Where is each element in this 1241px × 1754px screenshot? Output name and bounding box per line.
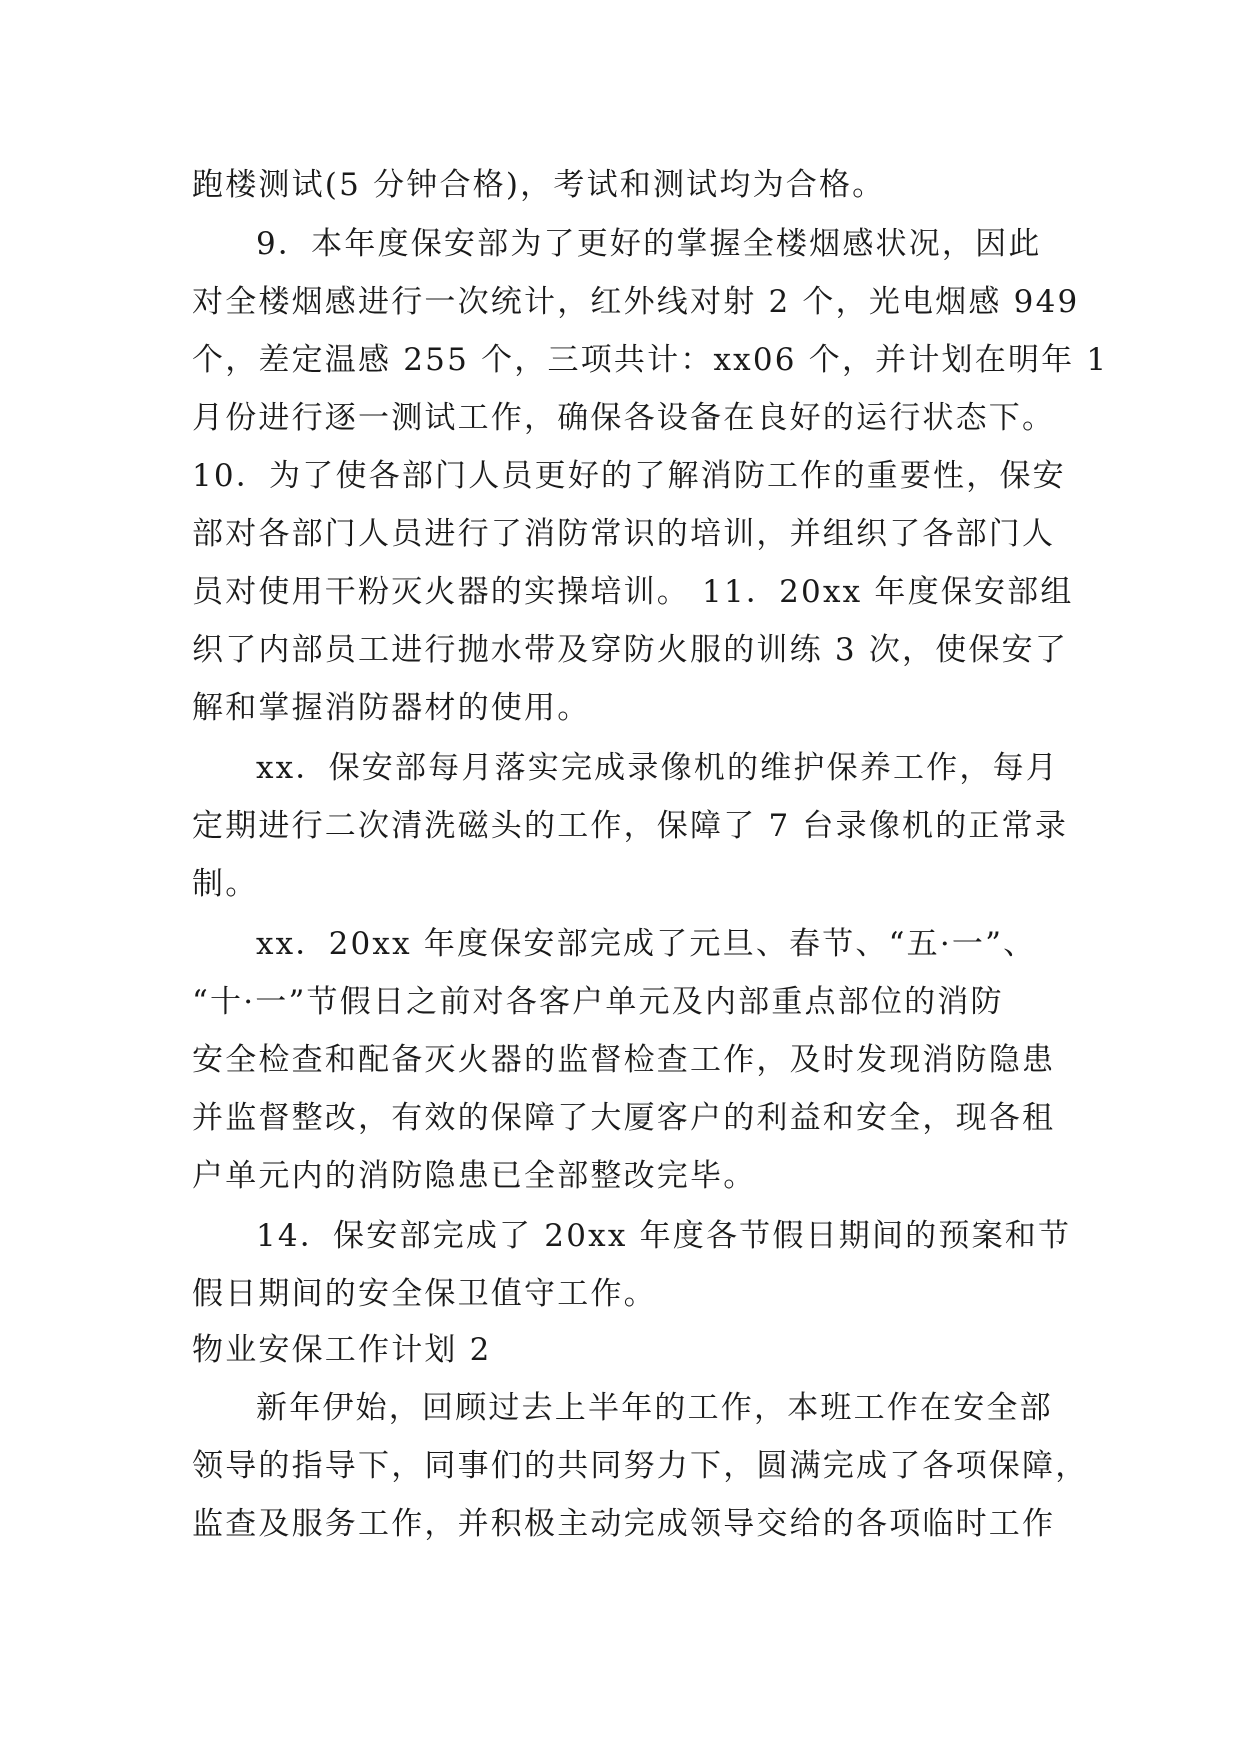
text-line: 监查及服务工作，并积极主动完成领导交给的各项临时工作 [192, 1506, 1056, 1542]
text-line: 户单元内的消防隐患已全部整改完毕。 [192, 1158, 757, 1194]
text-line: 部对各部门人员进行了消防常识的培训，并组织了各部门人 [192, 516, 1056, 552]
text-line: 新年伊始，回顾过去上半年的工作，本班工作在安全部 [256, 1390, 1053, 1426]
text-line: 定期进行二次清洗磁头的工作，保障了 7 台录像机的正常录 [192, 808, 1069, 844]
text-line: 员对使用干粉灭火器的实操培训。 11．20xx 年度保安部组 [192, 574, 1074, 610]
text-line: 安全检查和配备灭火器的监督检查工作，及时发现消防隐患 [192, 1042, 1056, 1078]
text-line: 跑楼测试(5 分钟合格)，考试和测试均为合格。 [192, 167, 886, 203]
text-line: 14．保安部完成了 20xx 年度各节假日期间的预案和节 [256, 1218, 1072, 1254]
text-line: 月份进行逐一测试工作，确保各设备在良好的运行状态下。 [192, 400, 1056, 436]
text-line: 9．本年度保安部为了更好的掌握全楼烟感状况，因此 [256, 226, 1042, 262]
text-line: 解和掌握消防器材的使用。 [192, 690, 591, 726]
text-line: 领导的指导下，同事们的共同努力下，圆满完成了各项保障， [192, 1448, 1089, 1484]
text-line: 织了内部员工进行抛水带及穿防火服的训练 3 次，使保安了 [192, 632, 1069, 668]
text-line: 10．为了使各部门人员更好的了解消防工作的重要性，保安 [192, 458, 1066, 494]
text-line: xx．20xx 年度保安部完成了元旦、春节、“五·一”、 [256, 926, 1037, 962]
text-line: xx．保安部每月落实完成录像机的维护保养工作，每月 [256, 750, 1059, 786]
text-line: 对全楼烟感进行一次统计，红外线对射 2 个，光电烟感 949 [192, 284, 1080, 320]
text-line: 假日期间的安全保卫值守工作。 [192, 1276, 657, 1312]
text-line: “十·一”节假日之前对各客户单元及内部重点部位的消防 [192, 984, 1004, 1020]
text-line: 制。 [192, 866, 259, 902]
section-heading: 物业安保工作计划 2 [192, 1332, 492, 1368]
text-line: 并监督整改，有效的保障了大厦客户的利益和安全，现各租 [192, 1100, 1056, 1136]
text-line: 个，差定温感 255 个，三项共计：xx06 个，并计划在明年 1 [192, 342, 1109, 378]
